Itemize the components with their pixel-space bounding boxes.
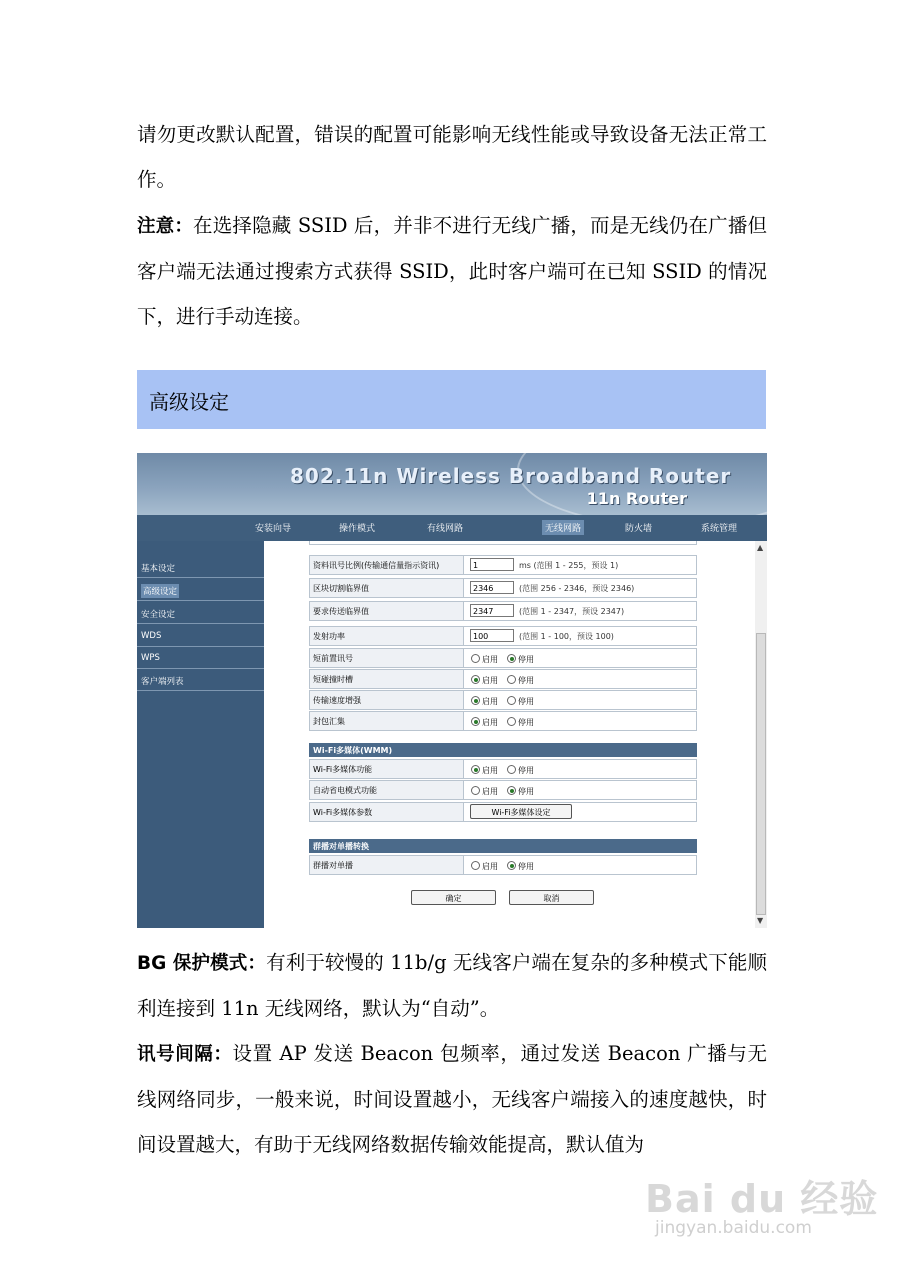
watermark-logo: Bai du 经验 [645,1177,879,1221]
row-aggregation: 封包汇集 启用 停用 [309,711,697,731]
sidebar-item-advanced[interactable]: 高级设定 [137,579,264,601]
sidebar-item-clients[interactable]: 客户端列表 [137,669,264,691]
row-multicast: 群播对单播 启用 停用 [309,855,697,875]
beacon-label: 讯号间隔： [137,1044,233,1065]
settings-panel [264,541,755,928]
note-paragraph [137,203,767,339]
nav-firewall[interactable]: 防火墙 [625,524,653,534]
cancel-button[interactable]: 取消 [509,890,594,905]
section-title: 高级设定 [149,390,229,414]
scroll-thumb[interactable] [756,633,766,915]
slot-disable[interactable]: 停用 [507,675,534,686]
wmm-disable[interactable]: 停用 [507,765,534,776]
preamble-enable[interactable]: 启用 [471,654,498,665]
row-short-slot: 短碰撞时槽 启用 停用 [309,669,697,689]
top-nav [137,515,767,541]
wmm-section-header: Wi-Fi多媒体(WMM) [309,743,697,757]
burst-enable[interactable]: 启用 [471,696,498,707]
sidebar-item-basic[interactable]: 基本设定 [137,556,264,578]
section-header [137,370,766,429]
row-tx-power: 发射功率 100 (范围 1 - 100，预设 100) [309,626,697,646]
nav-management[interactable]: 系统管理 [701,524,738,534]
bg-protection-label: BG 保护模式： [137,953,267,974]
nav-lan[interactable]: 有线网路 [427,524,464,534]
row-tx-burst: 传输速度增强 启用 停用 [309,690,697,710]
row-wmm: Wi-Fi多媒体功能 启用 停用 [309,759,697,779]
row-preamble: 短前置讯号 启用 停用 [309,648,697,668]
sidebar-item-security[interactable]: 安全设定 [137,602,264,624]
slot-enable[interactable]: 启用 [471,675,498,686]
multicast-disable[interactable]: 停用 [507,861,534,872]
router-screenshot [137,453,767,928]
router-subtitle: 11n Router [586,489,687,508]
scroll-up-icon[interactable]: ▲ [757,543,764,552]
cut-off-row [309,541,697,545]
row-apsd: 自动省电模式功能 启用 停用 [309,780,697,800]
note-text: 在选择隐藏 SSID 后，并非不进行无线广播，而是无线仍在广播但客户端无法通过搜索方式获得 SSID，此时客户端可在已知 SSID 的情况下，进行手动连接。 [137,214,767,328]
scroll-down-icon[interactable]: ▼ [757,916,764,925]
multicast-enable[interactable]: 启用 [471,861,498,872]
router-banner [137,453,767,515]
rts-input[interactable]: 2347 [470,604,514,617]
row-dtim: 资料讯号比例(传输通信量指示资讯) 1 ms (范围 1 - 255，预设 1) [309,555,697,575]
preamble-disable[interactable]: 停用 [507,654,534,665]
burst-disable[interactable]: 停用 [507,696,534,707]
wmm-settings-button[interactable]: Wi-Fi多媒体设定 [470,804,572,819]
row-rts: 要求传送临界值 2347 (范围 1 - 2347，预设 2347) [309,601,697,621]
aggr-disable[interactable]: 停用 [507,717,534,728]
apsd-enable[interactable]: 启用 [471,786,498,797]
dtim-input[interactable]: 1 [470,558,514,571]
nav-operation-mode[interactable]: 操作模式 [339,524,376,534]
ok-button[interactable]: 确定 [411,890,496,905]
router-title: 802.11n Wireless Broadband Router [290,464,732,488]
multicast-section-header: 群播对单播转换 [309,839,697,853]
scrollbar[interactable] [755,541,767,928]
watermark-url: jingyan.baidu.com [655,1218,812,1238]
row-wmm-params: Wi-Fi多媒体参数 Wi-Fi多媒体设定 [309,802,697,822]
bg-protection-paragraph [137,940,767,1031]
nav-setup-wizard[interactable]: 安装向导 [255,524,292,534]
tx-power-input[interactable]: 100 [470,629,514,642]
fragment-input[interactable]: 2346 [470,581,514,594]
nav-wireless[interactable]: 无线网路 [542,520,584,535]
beacon-paragraph [137,1031,767,1167]
sidebar [137,541,264,928]
apsd-disable[interactable]: 停用 [507,786,534,797]
note-label: 注意： [137,216,194,237]
row-fragment: 区块切割临界值 2346 (范围 256 - 2346，预设 2346) [309,578,697,598]
beacon-text: 设置 AP 发送 Beacon 包频率，通过发送 Beacon 广播与无线网络同步，一般来说，时间设置越小，无线客户端接入的速度越快，时间设置越大，有助于无线网络数据传输效能提高，默认值为 [137,1042,767,1156]
wmm-enable[interactable]: 启用 [471,765,498,776]
paragraph-1: 请勿更改默认配置，错误的配置可能影响无线性能或导致设备无法正常工作。 [137,123,767,191]
bg-protection-text: 有利于较慢的 11b/g 无线客户端在复杂的多种模式下能顺利连接到 11n 无线网络，默认为“自动”。 [137,951,767,1020]
sidebar-item-wps[interactable]: WPS [137,647,264,669]
sidebar-item-wds[interactable]: WDS [137,625,264,647]
aggr-enable[interactable]: 启用 [471,717,498,728]
